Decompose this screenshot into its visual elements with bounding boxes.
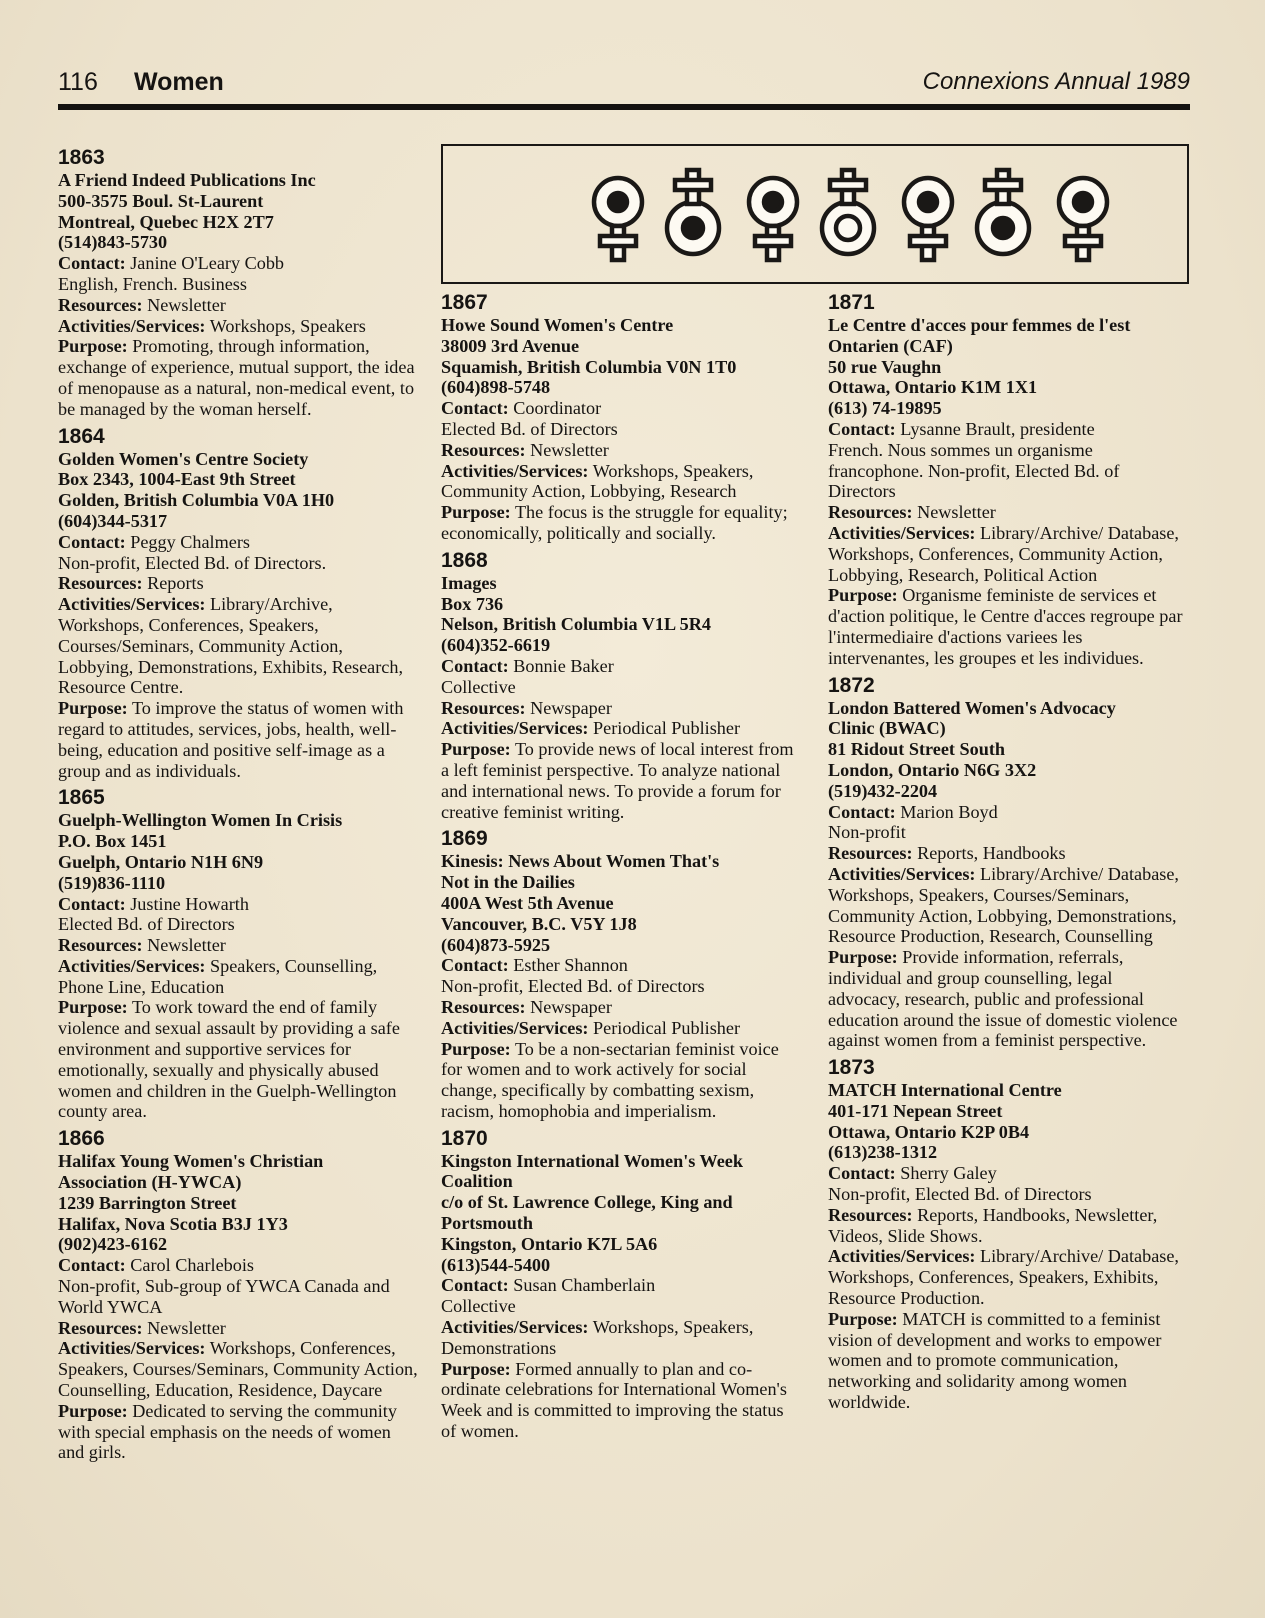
- contact-line: [441, 955, 801, 976]
- field-value: Newsletter: [147, 294, 226, 315]
- resources-line: [828, 843, 1188, 864]
- resources-line: [58, 1318, 418, 1339]
- resources-line: [828, 1205, 1188, 1247]
- field-label: Resources:: [58, 573, 143, 594]
- activities-line: [58, 594, 418, 698]
- address-line: London, Ontario N6G 3X2: [828, 759, 1037, 780]
- directory-entry: [58, 425, 418, 782]
- directory-entry: [441, 1127, 801, 1442]
- address-line: 81 Ridout Street South: [828, 739, 1006, 760]
- field-value: MATCH is committed to a feminist vision of development and works to empower women and to promote communication, networking and solidarity among women worldwide.: [828, 1308, 1162, 1413]
- field-value: Reports, Handbooks, Newsletter, Videos, Slide Shows.: [828, 1204, 1158, 1246]
- field-value: Reports, Handbooks: [917, 843, 1066, 864]
- organization-name: Association (H-YWCA): [58, 1172, 242, 1193]
- field-label: Purpose:: [441, 1358, 511, 1379]
- field-value: Newsletter: [917, 502, 996, 523]
- field-label: Contact:: [441, 398, 509, 419]
- field-label: Resources:: [441, 439, 526, 460]
- notes-line: Collective: [441, 676, 516, 697]
- address-line: Golden, British Columbia V0A 1H0: [58, 490, 335, 511]
- field-label: Purpose:: [441, 1038, 511, 1059]
- contact-line: [441, 1275, 801, 1296]
- organization-name: Not in the Dailies: [441, 872, 575, 893]
- activities-line: [441, 461, 801, 503]
- address-line: P.O. Box 1451: [58, 831, 167, 852]
- field-label: Resources:: [828, 843, 913, 864]
- field-label: Purpose:: [58, 698, 128, 719]
- field-label: Activities/Services:: [828, 522, 976, 543]
- field-label: Activities/Services:: [58, 1338, 206, 1359]
- notes-line: English, French. Business: [58, 273, 247, 294]
- organization-name: Howe Sound Women's Centre: [441, 315, 674, 335]
- field-label: Activities/Services:: [58, 315, 206, 336]
- field-value: Periodical Publisher: [593, 718, 741, 739]
- column-2: [441, 291, 801, 1447]
- field-label: Resources:: [441, 697, 526, 718]
- contact-line: [58, 894, 418, 915]
- contact-line: [828, 802, 1188, 823]
- purpose-line: [441, 1359, 801, 1442]
- entry-number: 1869: [441, 827, 488, 851]
- notes-line: Elected Bd. of Directors: [441, 418, 618, 439]
- directory-entry: [828, 674, 1188, 1052]
- logo-banner: [441, 144, 1189, 284]
- contact-line: [441, 398, 801, 419]
- field-label: Resources:: [828, 502, 913, 523]
- purpose-line: [828, 585, 1188, 668]
- notes-line: Non-profit: [828, 822, 906, 843]
- organization-name: Guelph-Wellington Women In Crisis: [58, 810, 343, 831]
- address-line: Montreal, Quebec H2X 2T7: [58, 211, 274, 232]
- field-value: Coordinator: [513, 398, 602, 419]
- field-label: Resources:: [441, 996, 526, 1017]
- entry-number: 1863: [58, 146, 105, 169]
- field-label: Contact:: [828, 418, 896, 439]
- notes-line: French. Nous sommes un organisme francophone. Non-profit, Elected Bd. of Directors: [828, 439, 1120, 502]
- field-value: Promoting, through information, exchange of experience, mutual support, the idea of menopause as a natural, non-medical event, to be managed by the woman herself.: [58, 336, 415, 419]
- organization-name: MATCH International Centre: [828, 1080, 1062, 1101]
- notes-line: Non-profit, Elected Bd. of Directors: [441, 976, 705, 997]
- field-value: To improve the status of women with regard to attitudes, services, jobs, health, well-being, education and positive self-image as a group and as individuals.: [58, 698, 404, 781]
- directory-entry: [828, 291, 1188, 669]
- field-value: Periodical Publisher: [593, 1017, 741, 1038]
- field-value: To provide news of local interest from a left feminist perspective. To analyze national and international news. To provide a forum for creative feminist writing.: [441, 739, 794, 822]
- address-line: Vancouver, B.C. V5Y 1J8: [441, 913, 637, 934]
- resources-line: [58, 935, 418, 956]
- field-value: Carol Charlebois: [130, 1255, 254, 1276]
- address-line: 50 rue Vaughn: [828, 356, 942, 377]
- address-line: Ottawa, Ontario K1M 1X1: [828, 377, 1038, 398]
- field-label: Activities/Services:: [58, 594, 206, 615]
- directory-entry: [441, 549, 801, 823]
- activities-line: [828, 1246, 1188, 1308]
- field-value: Dedicated to serving the community with special emphasis on the needs of women and girls.: [58, 1400, 397, 1463]
- field-label: Activities/Services:: [441, 1317, 589, 1338]
- field-label: Contact:: [441, 955, 509, 976]
- entry-number: 1870: [441, 1126, 488, 1150]
- purpose-line: [441, 739, 801, 822]
- resources-line: [441, 440, 801, 461]
- field-label: Activities/Services:: [58, 955, 206, 976]
- field-value: Esther Shannon: [513, 955, 628, 976]
- organization-name: Golden Women's Centre Society: [58, 448, 309, 469]
- field-label: Purpose:: [828, 1308, 898, 1329]
- field-label: Purpose:: [441, 502, 511, 523]
- column-1: [58, 146, 418, 1468]
- address-line: (519)836-1110: [58, 872, 166, 893]
- address-line: Guelph, Ontario N1H 6N9: [58, 851, 264, 872]
- purpose-line: [58, 336, 418, 419]
- directory-entry: [58, 1127, 418, 1463]
- activities-line: [441, 1317, 801, 1359]
- purpose-line: [58, 997, 418, 1122]
- directory-entry: [441, 827, 801, 1121]
- field-value: Justine Howarth: [130, 893, 249, 914]
- column-3: [828, 291, 1188, 1418]
- address-line: (604)873-5925: [441, 934, 551, 955]
- field-value: Janine O'Leary Cobb: [130, 253, 285, 274]
- organization-name: Halifax Young Women's Christian: [58, 1151, 324, 1172]
- address-line: 38009 3rd Avenue: [441, 335, 580, 356]
- address-line: 401-171 Nepean Street: [828, 1100, 1003, 1121]
- field-value: Newspaper: [530, 697, 612, 718]
- field-label: Activities/Services:: [441, 1017, 589, 1038]
- field-value: Peggy Chalmers: [130, 531, 250, 552]
- purpose-line: [828, 947, 1188, 1051]
- contact-line: [58, 1255, 418, 1276]
- organization-name: Kinesis: News About Women That's: [441, 851, 720, 872]
- address-line: Ottawa, Ontario K2P 0B4: [828, 1121, 1030, 1142]
- field-label: Contact:: [441, 1275, 509, 1296]
- field-label: Activities/Services:: [441, 460, 589, 481]
- field-label: Purpose:: [828, 947, 898, 968]
- organization-name: A Friend Indeed Publications Inc: [58, 170, 316, 190]
- field-label: Contact:: [828, 801, 896, 822]
- field-label: Resources:: [828, 1204, 913, 1225]
- entry-number: 1871: [828, 291, 875, 314]
- header-rule: [58, 104, 1190, 110]
- entry-number: 1868: [441, 548, 488, 572]
- resources-line: [441, 698, 801, 719]
- organization-name: Images: [441, 572, 497, 593]
- field-value: Susan Chamberlain: [513, 1275, 656, 1296]
- field-label: Resources:: [58, 1317, 143, 1338]
- field-value: Newsletter: [530, 439, 609, 460]
- address-line: Box 2343, 1004-East 9th Street: [58, 469, 296, 490]
- organization-name: Coalition: [441, 1171, 513, 1192]
- resources-line: [58, 573, 418, 594]
- field-label: Contact:: [58, 531, 126, 552]
- address-line: Kingston, Ontario K7L 5A6: [441, 1233, 658, 1254]
- entry-number: 1873: [828, 1056, 875, 1080]
- contact-line: [58, 532, 418, 553]
- notes-line: Non-profit, Elected Bd. of Directors: [828, 1184, 1092, 1205]
- organization-name: Ontarien (CAF): [828, 335, 953, 356]
- notes-line: Non-profit, Sub-group of YWCA Canada and World YWCA: [58, 1276, 390, 1317]
- field-label: Contact:: [58, 253, 126, 274]
- activities-line: [441, 718, 801, 739]
- field-label: Purpose:: [828, 585, 898, 606]
- contact-line: [441, 656, 801, 677]
- contact-line: [828, 1163, 1188, 1184]
- entry-number: 1864: [58, 424, 105, 448]
- directory-entry: [441, 291, 801, 544]
- purpose-line: [441, 502, 801, 544]
- address-line: (604)344-5317: [58, 510, 168, 531]
- resources-line: [58, 295, 418, 316]
- address-line: (519)432-2204: [828, 780, 938, 801]
- address-line: (902)423-6162: [58, 1234, 168, 1255]
- field-label: Purpose:: [58, 1400, 128, 1421]
- field-value: Marion Boyd: [900, 801, 998, 822]
- field-value: Newsletter: [147, 935, 226, 956]
- address-line: (613)544-5400: [441, 1254, 551, 1275]
- resources-line: [441, 997, 801, 1018]
- contact-line: [58, 253, 418, 274]
- address-line: (613)238-1312: [828, 1142, 938, 1163]
- field-value: Library/Archive/ Database, Workshops, Conferences, Speakers, Exhibits, Resource Production.: [828, 1246, 1179, 1309]
- purpose-line: [58, 1401, 418, 1463]
- field-label: Purpose:: [58, 336, 128, 357]
- page-number: 116: [58, 68, 98, 96]
- organization-name: Le Centre d'acces pour femmes de l'est: [828, 315, 1131, 335]
- field-value: Workshops, Conferences, Speakers, Courses/Seminars, Community Action, Counselling, Education, Residence, Daycare: [58, 1338, 418, 1401]
- organization-name: Clinic (BWAC): [828, 718, 946, 739]
- field-value: Sherry Galey: [900, 1163, 997, 1184]
- field-label: Activities/Services:: [441, 718, 589, 739]
- activities-line: [58, 316, 418, 337]
- field-label: Contact:: [828, 1163, 896, 1184]
- field-label: Purpose:: [58, 997, 128, 1018]
- purpose-line: [441, 1039, 801, 1122]
- address-line: (613) 74-19895: [828, 398, 942, 419]
- field-value: Speakers, Counselling, Phone Line, Education: [58, 955, 378, 997]
- women-symbols-icon: [443, 146, 1187, 282]
- address-line: 1239 Barrington Street: [58, 1192, 237, 1213]
- field-value: Provide information, referrals, individual and group counselling, legal advocacy, research, public and professional education around the issue of domestic violence against women from a feminist perspective.: [828, 947, 1178, 1051]
- field-value: Bonnie Baker: [513, 655, 614, 676]
- field-label: Resources:: [58, 935, 143, 956]
- field-value: Lysanne Brault, presidente: [900, 418, 1095, 439]
- entry-number: 1872: [828, 673, 875, 697]
- address-line: 400A West 5th Avenue: [441, 892, 614, 913]
- address-line: (514)843-5730: [58, 232, 168, 253]
- field-value: Library/Archive/ Database, Workshops, Conferences, Community Action, Lobbying, Research, Political Action: [828, 522, 1179, 585]
- field-value: Newsletter: [147, 1317, 226, 1338]
- address-line: (604)352-6619: [441, 635, 551, 656]
- field-value: Library/Archive/ Database, Workshops, Speakers, Courses/Seminars, Community Action, Lobbying, Demonstrations, Resource Production, Research, Counselling: [828, 863, 1179, 947]
- address-line: c/o of St. Lawrence College, King and: [441, 1192, 733, 1213]
- organization-name: London Battered Women's Advocacy: [828, 697, 1116, 718]
- address-line: (604)898-5748: [441, 377, 551, 398]
- directory-entry: [828, 1056, 1188, 1413]
- field-label: Activities/Services:: [828, 1246, 976, 1267]
- field-value: Newspaper: [530, 996, 612, 1017]
- field-value: The focus is the struggle for equality; economically, politically and socially.: [441, 502, 788, 543]
- field-value: Workshops, Speakers, Community Action, Lobbying, Research: [441, 460, 754, 502]
- field-label: Contact:: [441, 655, 509, 676]
- entry-number: 1867: [441, 291, 488, 314]
- field-value: To work toward the end of family violence and sexual assault by providing a safe environment and supportive services for emotionally, sexually and physically abused women and children in the Guelph-Wellington county area.: [58, 997, 400, 1122]
- field-label: Resources:: [58, 294, 143, 315]
- purpose-line: [828, 1309, 1188, 1413]
- activities-line: [441, 1018, 801, 1039]
- entry-number: 1866: [58, 1127, 105, 1151]
- field-value: To be a non-sectarian feminist voice for women and to work actively for social change, specifically by combatting sexism, racism, homophobia and imperialism.: [441, 1038, 779, 1121]
- purpose-line: [58, 698, 418, 781]
- field-value: Formed annually to plan and co-ordinate celebrations for International Women's Week and is committed to improving the status of women.: [441, 1358, 787, 1442]
- address-line: Nelson, British Columbia V1L 5R4: [441, 614, 711, 635]
- notes-line: Elected Bd. of Directors: [58, 914, 235, 935]
- field-value: Library/Archive, Workshops, Conferences, Speakers, Courses/Seminars, Community Action, Lobbying, Demonstrations, Exhibits, Research, Resource Centre.: [58, 594, 404, 698]
- organization-name: Kingston International Women's Week: [441, 1150, 743, 1171]
- field-label: Activities/Services:: [828, 863, 976, 884]
- directory-entry: [58, 786, 418, 1122]
- activities-line: [58, 1338, 418, 1400]
- field-value: Organisme feministe de services et d'action politique, le Centre d'acces regroupe par l'intermediaire d'actions variees les intervenantes, les groupes et les individues.: [828, 585, 1183, 668]
- entry-number: 1865: [58, 786, 105, 810]
- address-line: Box 736: [441, 593, 504, 614]
- contact-line: [828, 419, 1188, 440]
- field-value: Workshops, Speakers, Demonstrations: [441, 1317, 754, 1358]
- field-label: Contact:: [58, 1255, 126, 1276]
- activities-line: [828, 864, 1188, 947]
- field-value: Reports: [147, 573, 204, 594]
- address-line: Squamish, British Columbia V0N 1T0: [441, 356, 737, 377]
- address-line: Halifax, Nova Scotia B3J 1Y3: [58, 1213, 288, 1234]
- address-line: Portsmouth: [441, 1213, 533, 1234]
- field-value: Workshops, Speakers: [209, 315, 366, 336]
- section-title: Women: [134, 68, 224, 96]
- notes-line: Non-profit, Elected Bd. of Directors.: [58, 552, 327, 573]
- field-label: Purpose:: [441, 739, 511, 760]
- page-header: [58, 68, 1190, 102]
- field-label: Contact:: [58, 893, 126, 914]
- notes-line: Collective: [441, 1296, 516, 1317]
- resources-line: [828, 502, 1188, 523]
- publication-title: Connexions Annual 1989: [922, 68, 1190, 95]
- activities-line: [828, 523, 1188, 585]
- address-line: 500-3575 Boul. St-Laurent: [58, 190, 264, 211]
- directory-entry: [58, 146, 418, 420]
- activities-line: [58, 956, 418, 998]
